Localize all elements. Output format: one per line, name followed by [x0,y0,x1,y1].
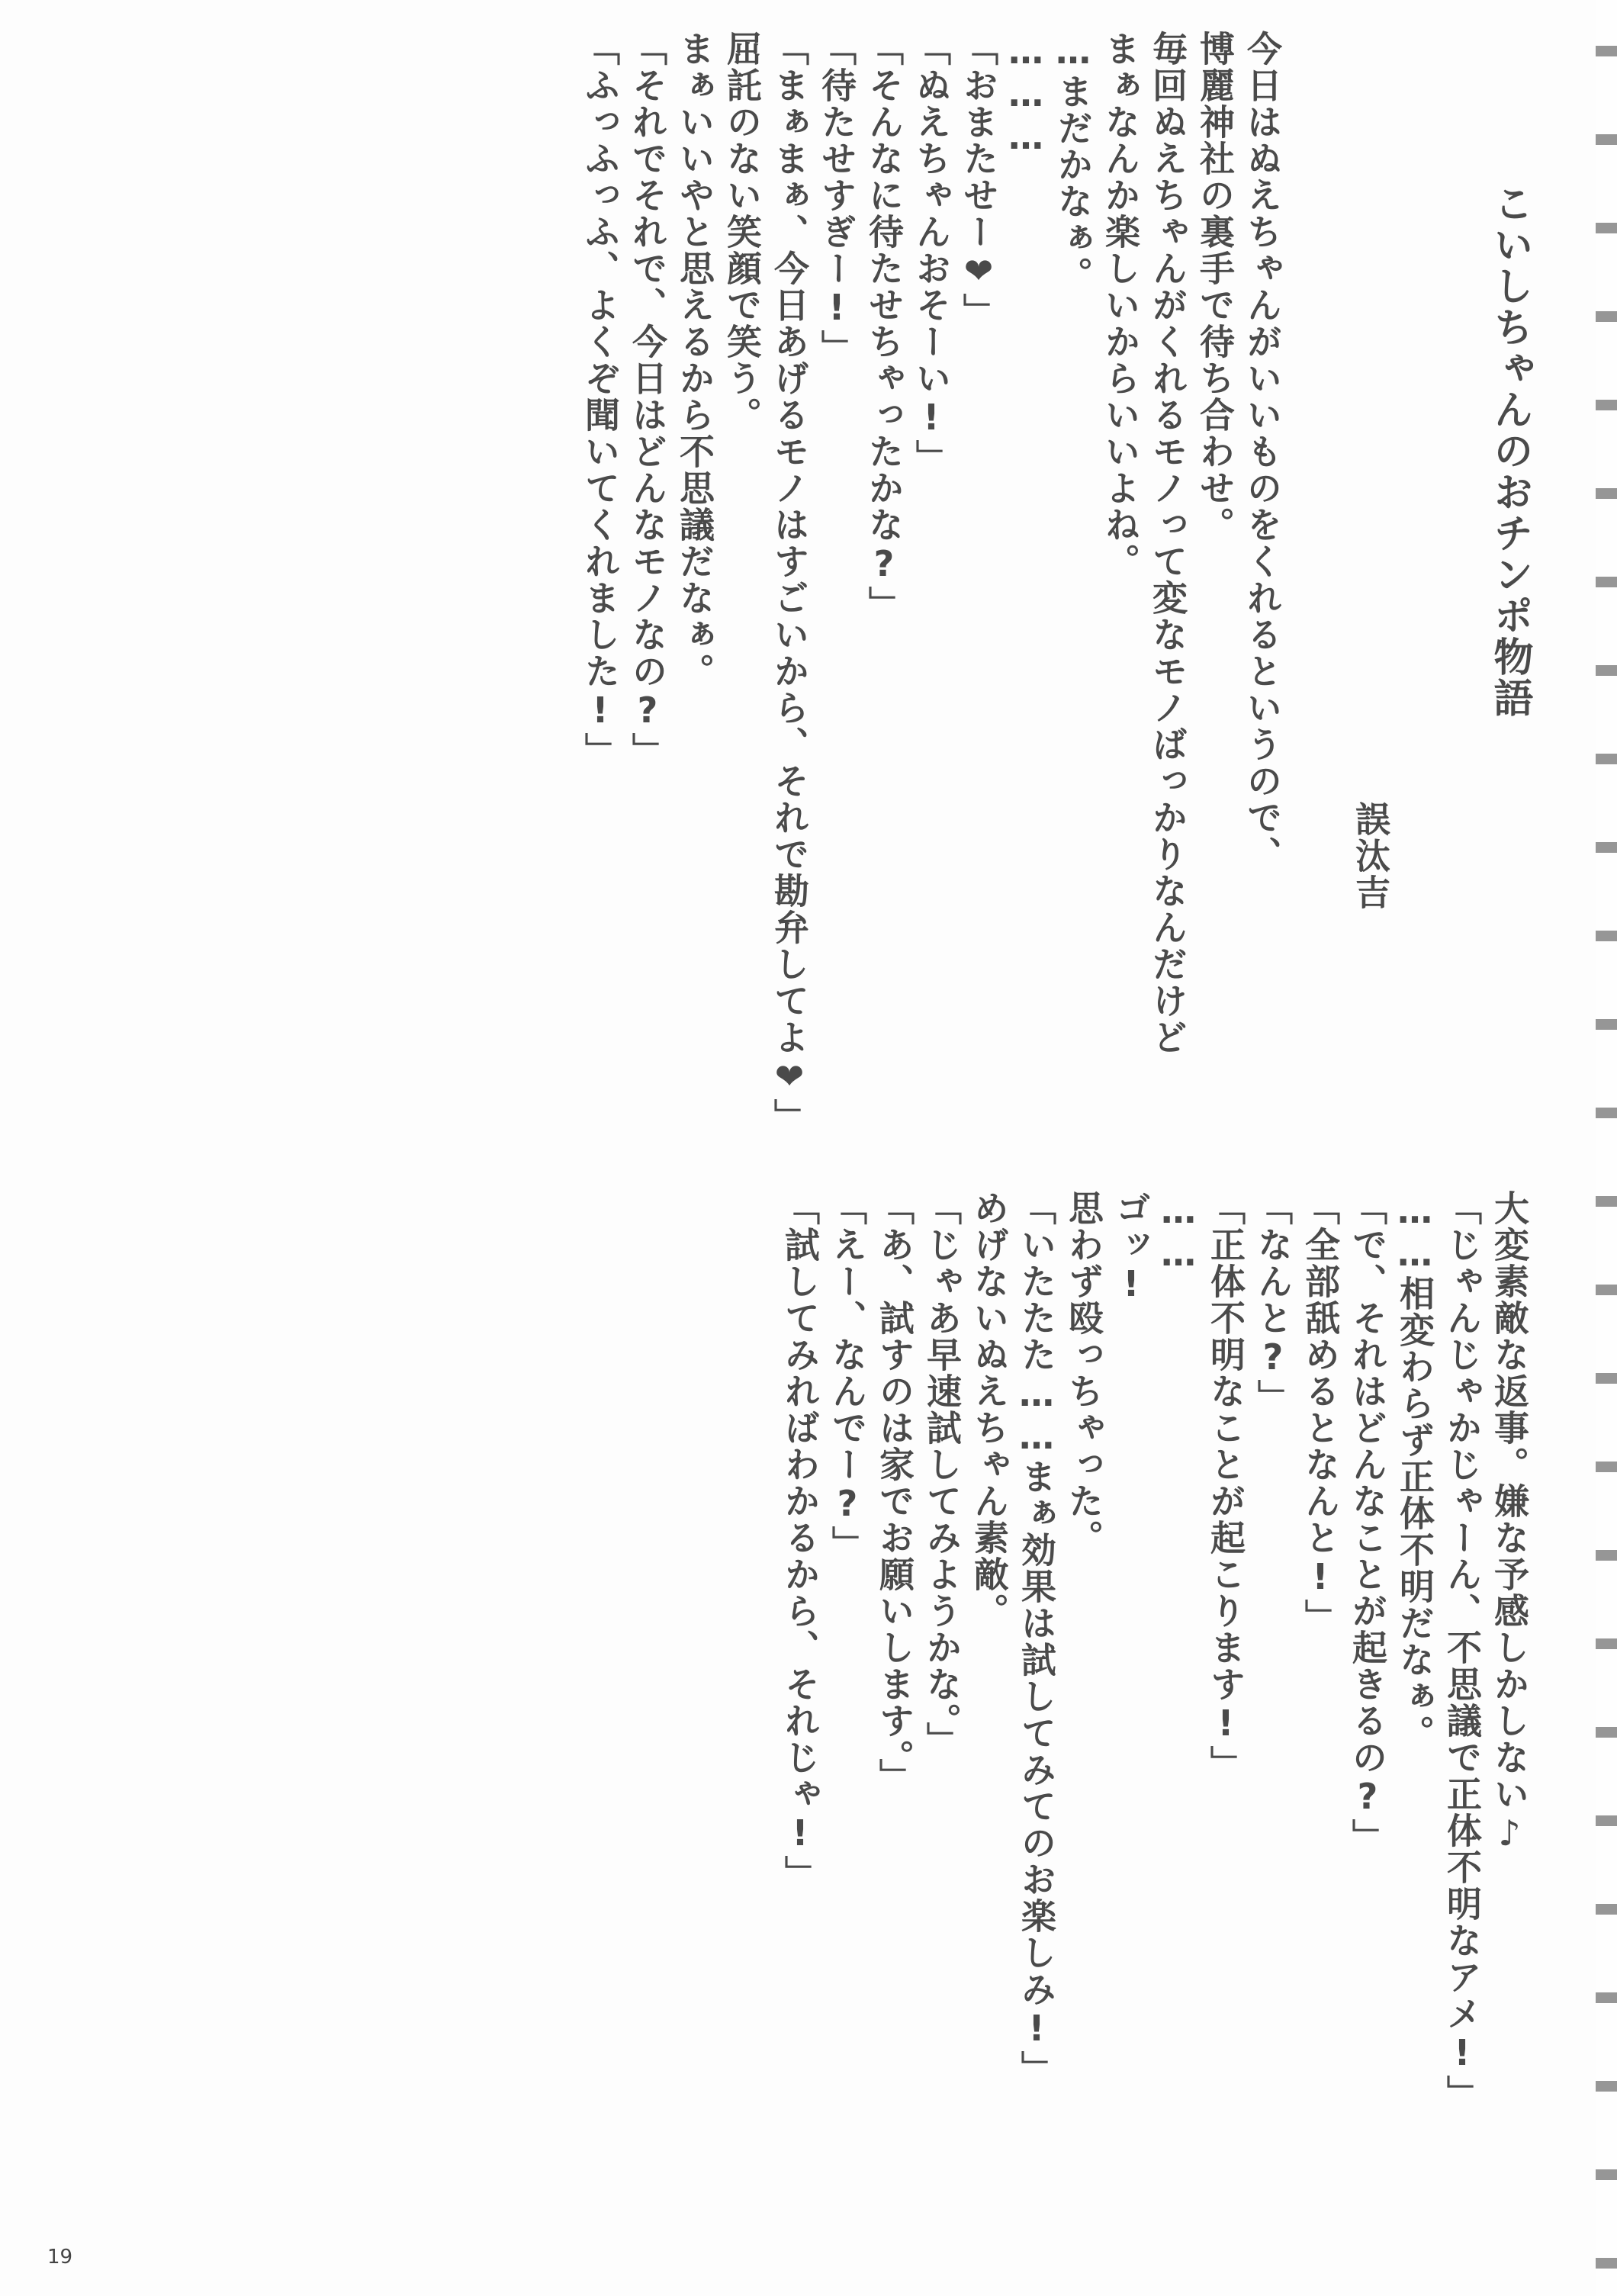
text-line: めげないぬえちゃん素敵。 [969,1190,1010,1629]
text-line: ……… [1005,31,1046,159]
text-line: 今日はぬえちゃんがいいものをくれるというので、 [1242,31,1283,873]
text-line: 「そんなに待たせちゃったかな?」 [863,31,905,622]
text-line: 「じゃんじゃかじゃーん、不思議で正体不明なアメ!」 [1442,1190,1483,2111]
text-line: …まだかなぁ。 [1053,31,1094,293]
text-line: 「ふっふっふ、よくぞ聞いてくれました!」 [580,31,621,769]
bottom-text-block [776,1190,1533,2111]
text-line: 大変素敵な返事。嫌な予感しかしない♪ [1489,1190,1530,1855]
text-line: 「それでそれで、今日はどんなモノなの?」 [627,31,668,769]
text-line: 「いたたた……まぁ効果は試してみてのお楽しみ!」 [1016,1190,1057,2087]
text-line: 「まぁまぁ、今日あげるモノはすごいから、それで勘弁してよ❤」 [769,31,810,1135]
text-line: 「じゃあ早速試してみようかな。」 [921,1190,963,1758]
text-line: 「なんと?」 [1252,1190,1294,1416]
page-number: 19 [47,2246,73,2269]
text-line: 「全部舐めるとなんと!」 [1300,1190,1341,1635]
text-line: 「で、それはどんなことが起きるの?」 [1347,1190,1388,1855]
text-line: 思わず殴っちゃった。 [1063,1190,1104,1556]
text-line: ゴッ! [1111,1190,1152,1306]
text-line: まぁなんか楽しいからいいよね。 [1100,31,1141,580]
text-line: 毎回ぬえちゃんがくれるモノって変なモノばっかりなんだけど [1147,31,1188,1056]
text-line: 「試してみればわかるから、それじゃ!」 [780,1190,821,1892]
text-line: 「えー、なんでー?」 [827,1190,868,1562]
text-line: 屈託のない笑顔で笑う。 [722,31,763,433]
binding-edge [1596,0,1617,2296]
author-name: 誤汰吉 [1350,801,1391,911]
story-title: こいしちゃんのおチンポ物語 [1487,183,1532,719]
text-line: 「正体不明なことが起こります!」 [1205,1190,1246,1782]
text-line: 博麗神社の裏手で待ち合わせ。 [1194,31,1236,543]
text-line: 「ぬえちゃんおそーい!」 [911,31,952,476]
text-line: 「待たせすぎー!」 [816,31,857,366]
text-line: 「あ、試すのは家でお願いします。」 [874,1190,915,1795]
text-line: 「おまたせー❤」 [958,31,999,330]
top-text-block [577,31,1533,1135]
text-line: …… [1158,1190,1199,1275]
text-line: まぁいいやと思えるから不思議だなぁ。 [674,31,715,690]
text-line: ……相変わらず正体不明だなぁ。 [1394,1190,1435,1751]
